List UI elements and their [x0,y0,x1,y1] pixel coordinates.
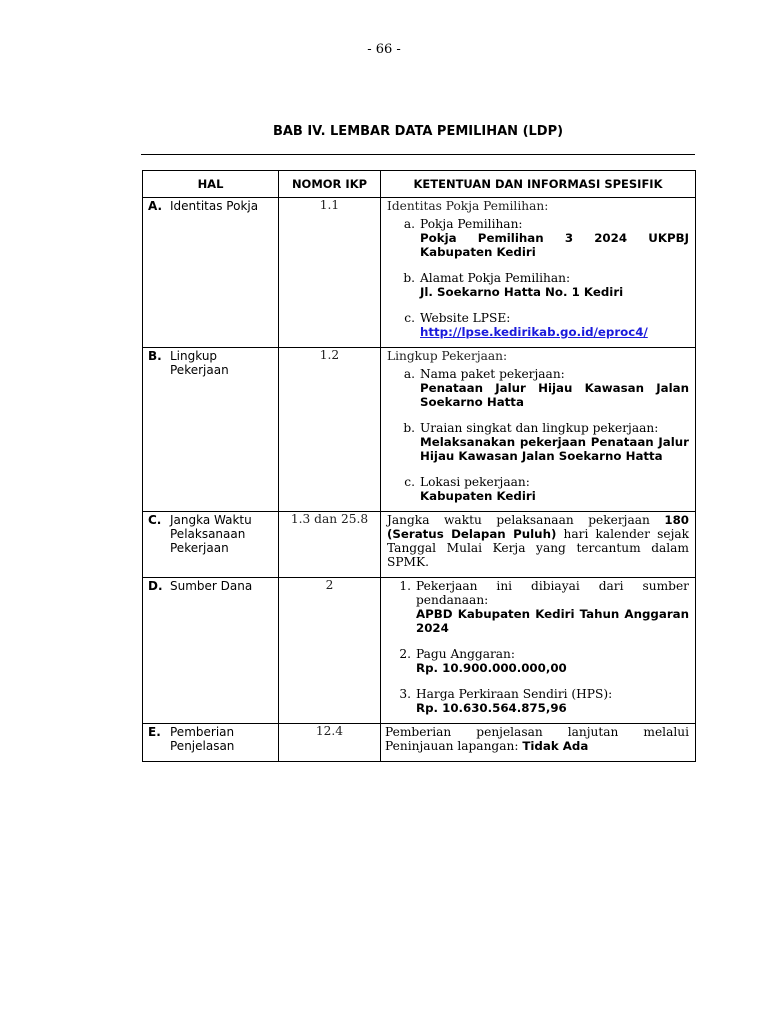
info-cell [381,348,696,512]
item-marker: c. [404,475,415,489]
info-cell [381,198,696,348]
row-nomor: 1.1 [279,198,381,348]
table-header-row [143,171,696,198]
row-letter: C. [148,513,162,527]
item-label: Nama paket pekerjaan: [420,367,565,381]
item-value: APBD Kabupaten Kediri Tahun Anggaran 2024 [416,607,689,635]
item-value: Pokja Pemilihan 3 2024 UKPBJ Kabupaten Kediri [420,231,689,259]
row-letter: E. [148,725,161,739]
item-label: Website LPSE: [420,311,511,325]
item-marker: 2. [399,647,411,661]
row-nomor: 2 [279,578,381,724]
item-value: Rp. 10.900.000.000,00 [416,661,567,675]
row-hal: Lingkup Pekerjaan [170,349,229,377]
header-nomor-ikp: NOMOR IKP [279,171,381,198]
item-label: Pekerjaan ini dibiayai dari sumber pendanaan: [416,579,689,607]
row-hal: Pemberian Penjelasan [170,725,235,753]
list-item [383,647,689,675]
item-value: Melaksanakan pekerjaan Penataan Jalur Hijau Kawasan Jalan Soekarno Hatta [420,435,689,463]
header-ketentuan: KETENTUAN DAN INFORMASI SPESIFIK [381,171,696,198]
item-marker: b. [403,421,415,435]
paragraph-text: Jangka waktu pelaksanaan pekerjaan [387,513,665,527]
row-nomor: 12.4 [279,724,381,762]
list-item [387,475,689,503]
info-cell [381,512,696,578]
row-nomor: 1.2 [279,348,381,512]
table-row [143,198,696,348]
ldp-table [142,170,696,762]
item-label: Pokja Pemilihan: [420,217,523,231]
list-item [387,311,689,339]
header-hal: HAL [143,171,279,198]
item-marker: a. [403,367,415,381]
chapter-title: BAB IV. LEMBAR DATA PEMILIHAN (LDP) [272,124,564,139]
paragraph-text: Pemberian penjelasan lanjutan melalui Peninjauan lapangan: [385,725,689,753]
hal-cell [143,724,279,762]
item-value: Jl. Soekarno Hatta No. 1 Kediri [420,285,624,299]
item-marker: 1. [399,579,411,593]
info-cell [381,578,696,724]
row-hal: Identitas Pokja [170,199,259,213]
item-label: Uraian singkat dan lingkup pekerjaan: [420,421,659,435]
list-item [387,271,689,299]
row-hal: Jangka Waktu Pelaksanaan Pekerjaan [170,513,252,555]
list-item [387,367,689,409]
list-item [383,579,689,635]
item-marker: b. [403,271,415,285]
list-item [387,217,689,259]
site-visit-value: Tidak Ada [522,739,589,753]
hal-cell [143,578,279,724]
item-label: Harga Perkiraan Sendiri (HPS): [416,687,613,701]
row-letter: D. [148,579,163,593]
duration-value: 180 (Seratus Delapan Puluh) [387,513,689,541]
item-marker: c. [404,311,415,325]
list-item [383,687,689,715]
page-number: - 66 - [367,42,401,57]
list-item [387,421,689,463]
row-paragraph [381,724,695,761]
item-label: Alamat Pokja Pemilihan: [420,271,571,285]
lpse-website-link[interactable]: http://lpse.kedirikab.go.id/eproc4/ [420,325,648,339]
row-lead: Lingkup Pekerjaan: [387,349,508,363]
title-divider [141,154,695,155]
paragraph-text: hari kalender sejak Tanggal Mulai Kerja yang tercantum dalam SPMK. [387,527,689,569]
row-nomor: 1.3 dan 25.8 [279,512,381,578]
item-marker: a. [403,217,415,231]
item-value: Penataan Jalur Hijau Kawasan Jalan Soekarno Hatta [420,381,689,409]
info-cell [381,724,696,762]
row-lead: Identitas Pokja Pemilihan: [387,199,549,213]
table-row [143,348,696,512]
item-value: Kabupaten Kediri [420,489,536,503]
item-value: Rp. 10.630.564.875,96 [416,701,567,715]
hal-cell [143,512,279,578]
hal-cell [143,198,279,348]
row-letter: A. [148,199,163,213]
table-row [143,724,696,762]
item-marker: 3. [399,687,411,701]
table-row [143,512,696,578]
hal-cell [143,348,279,512]
row-paragraph [381,512,695,577]
item-label: Pagu Anggaran: [416,647,516,661]
row-hal: Sumber Dana [170,579,253,593]
row-letter: B. [148,349,162,363]
table-row [143,578,696,724]
item-label: Lokasi pekerjaan: [420,475,530,489]
